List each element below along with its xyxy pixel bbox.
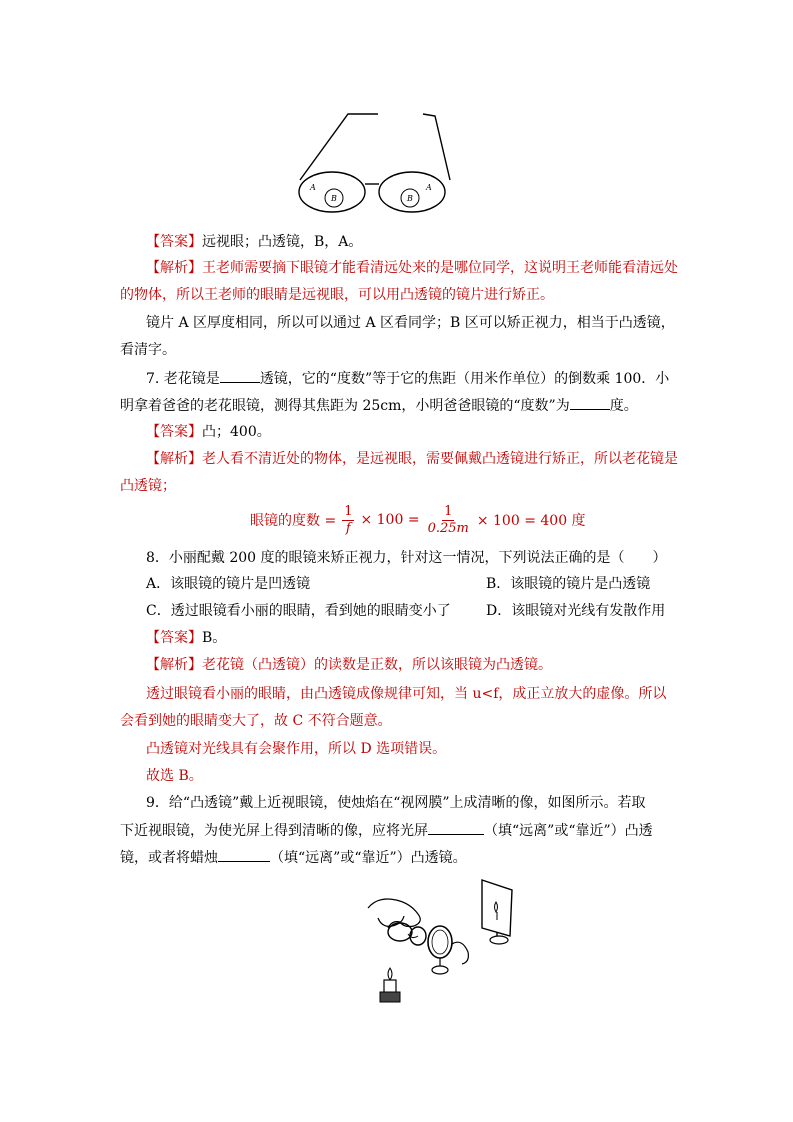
blank-3[interactable]	[428, 820, 484, 835]
q7-stem-line-2: 明拿着爸爸的老花眼镜，测得其焦距为 25cm，小明爸爸眼镜的“度数”为 度。	[120, 395, 680, 416]
q7-analysis-line-1: 【解析】老人看不清近处的物体，是远视眼，需要佩戴凸透镜进行矫正，所以老花镜是	[146, 451, 678, 467]
q6-analysis-line-3: 镜片 A 区厚度相同，所以可以通过 A 区看同学；B 区可以矫正视力，相当于凸透镜，	[146, 315, 675, 331]
q8-analysis-line-5: 故选 B。	[146, 768, 203, 784]
q8-stem: 8．小丽配戴 200 度的眼镜来矫正视力，针对这一情况，下列说法正确的是（ ）	[146, 550, 667, 566]
q8-option-b: B．该眼镜的镜片是凸透镜	[486, 576, 651, 592]
answer-text: 远视眼；凸透镜，B，A。	[202, 234, 363, 250]
answer-tag: 【答案】	[146, 234, 202, 250]
q8-option-c: C．透过眼镜看小丽的眼睛，看到她的眼睛变小了	[146, 603, 451, 619]
label-b-left: B	[331, 194, 337, 203]
q8-analysis-line-1: 【解析】老花镜（凸透镜）的读数是正数，所以该眼镜为凸透镜。	[146, 657, 552, 673]
q9-stem-line-3: 镜，或者将蜡烛 （填“远离”或“靠近”）凸透镜。	[120, 847, 680, 868]
q7-answer: 【答案】凸；400。	[146, 424, 271, 440]
q9-stem-line-1: 9．给“凸透镜”戴上近视眼镜，使烛焰在“视网膜”上成清晰的像，如图所示。若取	[146, 795, 646, 811]
q8-option-d: D．该眼镜对光线有发散作用	[486, 603, 666, 619]
q7-analysis-line-2: 凸透镜；	[120, 478, 176, 494]
analysis-tag: 【解析】	[146, 260, 202, 276]
q8-option-a: A．该眼镜的镜片是凹透镜	[146, 576, 311, 592]
blank-4[interactable]	[218, 847, 270, 862]
optics-experiment-figure	[360, 874, 530, 1010]
q8-answer: 【答案】B。	[146, 630, 227, 646]
q8-analysis-line-3: 会看到她的眼睛变大了，故 C 不符合题意。	[120, 713, 392, 729]
q6-answer	[146, 232, 706, 252]
q6-analysis-line-1: 【解析】王老师需要摘下眼镜才能看清远处来的是哪位同学，这说明王老师能看清远处	[146, 260, 678, 276]
q7-stem-line-1: 7. 老花镜是 透镜，它的“度数”等于它的焦距（用米作单位）的倒数乘 100．小	[146, 368, 706, 389]
q6-analysis-line-4: 看清字。	[120, 342, 176, 358]
q8-analysis-line-2: 透过眼镜看小丽的眼睛，由凸透镜成像规律可知，当 u<f，成正立放大的虚像。所以	[146, 686, 667, 702]
glasses-figure	[290, 108, 460, 218]
q6-analysis-line-2: 的物体，所以王老师的眼睛是远视眼，可以用凸透镜的镜片进行矫正。	[120, 287, 554, 303]
blank-2[interactable]	[570, 395, 610, 410]
q9-stem-line-2: 下近视眼镜，为使光屏上得到清晰的像，应将光屏 （填“远离”或“靠近”）凸透	[120, 820, 680, 841]
label-a-left: A	[310, 183, 316, 192]
q7-formula: 眼镜的度数 = $\frac{1}{f}$ × 100 = $\frac{1}{0.25m}$ × 100 = 400 度	[250, 503, 586, 536]
fraction-2: $\frac{1}{0.25m}$	[427, 503, 469, 536]
label-b-right: B	[407, 194, 413, 203]
q8-analysis-line-4: 凸透镜对光线具有会聚作用，所以 D 选项错误。	[146, 741, 447, 757]
fraction-1: $\frac{1}{f}$	[344, 503, 353, 536]
label-a-right: A	[426, 183, 432, 192]
blank-1[interactable]	[220, 368, 260, 383]
